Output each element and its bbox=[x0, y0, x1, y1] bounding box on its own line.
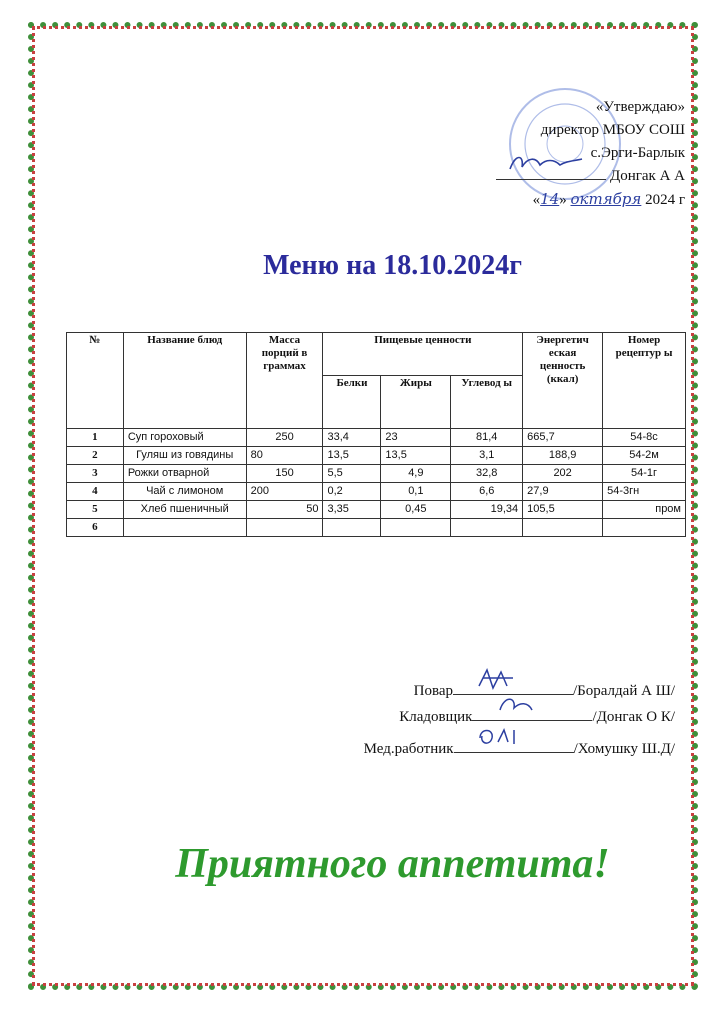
date-day: 14 bbox=[540, 190, 560, 208]
signature-medic bbox=[364, 738, 675, 758]
header-nutrition: Пищевые ценности bbox=[323, 333, 523, 376]
table-row: 2 Гуляш из говядины 80 13,5 13,5 3,1 188,9 54-2м bbox=[67, 447, 686, 465]
director-signature-icon bbox=[496, 165, 606, 180]
medic-name: /Хомушку Ш.Д/ bbox=[573, 741, 675, 757]
approval-heading: «Утверждаю» bbox=[595, 99, 685, 115]
table-row: 5 Хлеб пшеничный 50 3,35 0,45 19,34 105,5 пром bbox=[67, 501, 686, 519]
director-name: Донгак А А bbox=[609, 168, 685, 184]
header-dish: Название блюд bbox=[123, 333, 246, 429]
medic-label: Мед.работник bbox=[363, 741, 454, 757]
header-mass: Масса порций в граммах bbox=[246, 333, 323, 429]
storekeeper-signature-icon bbox=[472, 706, 592, 721]
page-title: Меню на 18.10.2024г bbox=[263, 250, 522, 281]
approval-village: с.Эрги-Барлык bbox=[590, 145, 685, 161]
table-row: 4 Чай с лимоном 200 0,2 0,1 6,6 27,9 54-3гн bbox=[67, 483, 686, 501]
storekeeper-name: /Донгак О К/ bbox=[592, 709, 675, 725]
medic-signature-icon bbox=[454, 738, 574, 753]
storekeeper-label: Кладовщик bbox=[399, 709, 473, 725]
approval-date: «14» октября 2024 г bbox=[532, 190, 685, 208]
header-carbs: Углевод ы bbox=[451, 376, 523, 429]
cook-name: /Боралдай А Ш/ bbox=[572, 683, 675, 699]
approval-position: директор МБОУ СОШ bbox=[540, 122, 685, 138]
table-row: 3 Рожки отварной 150 5,5 4,9 32,8 202 54-1г bbox=[67, 465, 686, 483]
menu-table bbox=[66, 332, 686, 537]
header-protein: Белки bbox=[323, 376, 381, 429]
header-num: № bbox=[67, 333, 124, 429]
approval-signer bbox=[496, 165, 685, 188]
table-row: 6 bbox=[67, 519, 686, 537]
cook-label: Повар bbox=[413, 683, 453, 699]
date-month: октября bbox=[570, 190, 642, 208]
signature-storekeeper bbox=[399, 706, 675, 726]
approval-block bbox=[496, 96, 685, 212]
closing-wish: Приятного аппетита! bbox=[175, 841, 610, 887]
table-row: 1 Суп гороховый 250 33,4 23 81,4 665,7 54-8с bbox=[67, 429, 686, 447]
date-year: 2024 г bbox=[645, 192, 685, 208]
header-energy: Энергетич еская ценность (ккал) bbox=[523, 333, 603, 429]
header-recipe: Номер рецептур ы bbox=[603, 333, 686, 429]
header-fat: Жиры bbox=[381, 376, 451, 429]
